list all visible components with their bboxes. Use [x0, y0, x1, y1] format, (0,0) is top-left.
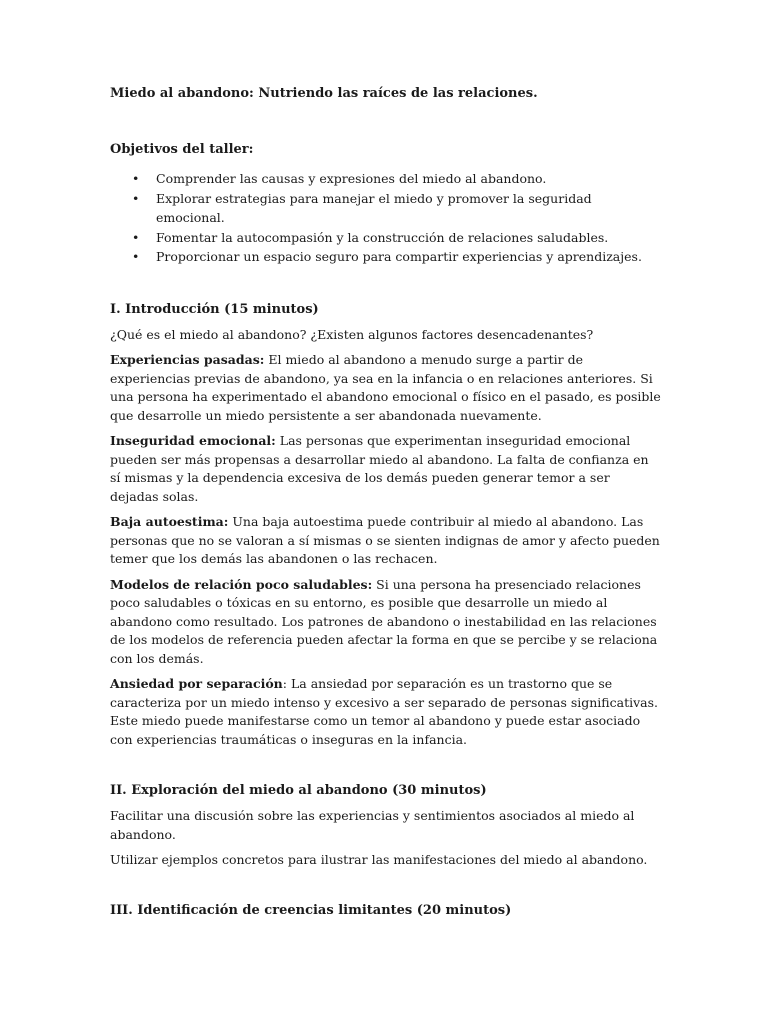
section-heading-exploracion: II. Exploración del miedo al abandono (30 minutos)	[110, 783, 487, 798]
objective-text: Explorar estrategias para manejar el miedo y promover la seguridad emocional.	[156, 190, 592, 225]
bullet-icon: •	[132, 171, 140, 186]
factor-paragraph	[110, 576, 662, 669]
factor-paragraph	[110, 432, 662, 506]
list-item	[110, 189, 662, 228]
objective-text: Comprender las causas y expresiones del miedo al abandono.	[156, 171, 547, 186]
section-heading-introduccion: I. Introducción (15 minutos)	[110, 301, 319, 317]
list-item	[110, 169, 662, 189]
factor-text: Si una persona ha presenciado relaciones poco saludables o tóxicas en su entorno, es posible que desarrolle un miedo al abandono como resultado. Los patrones de abandono o inestabilidad en las relaciones de los modelos de referencia pueden afectar la forma en que se percibe y se relaciona con los demás.	[110, 576, 658, 666]
document-page	[110, 84, 662, 921]
objectives-heading: Objetivos del taller:	[110, 142, 254, 157]
factor-term: Modelos de relación poco saludables:	[110, 576, 373, 592]
factor-text: : La ansiedad por separación es un trastorno que se caracteriza por un miedo intenso y excesivo a ser separado de personas significativas. Este miedo puede manifestarse como un temor al abandono y puede estar asociado con experiencias traumáticas o inseguras en la infancia.	[110, 676, 659, 747]
objectives-list	[110, 169, 662, 267]
factor-term: Inseguridad emocional:	[110, 433, 276, 448]
factor-text: Las personas que experimentan inseguridad emocional pueden ser más propensas a desarrollar miedo al abandono. La falta de confianza en sí mismas y la dependencia excesiva de los demás pueden generar temor a ser dejadas solas.	[110, 433, 649, 504]
section-paragraph: Facilitar una discusión sobre las experiencias y sentimientos asociados al miedo al abandono.	[110, 808, 635, 842]
factor-text: Una baja autoestima puede contribuir al miedo al abandono. Las personas que no se valoran a sí mismas o se sienten indignas de amor y afecto pueden temer que los demás las abandonen o las rechacen.	[110, 514, 660, 566]
section-heading-creencias: III. Identificación de creencias limitantes (20 minutos)	[110, 902, 512, 918]
section-paragraph: Utilizar ejemplos concretos para ilustrar las manifestaciones del miedo al abandono.	[110, 852, 648, 867]
factor-term: Ansiedad por separación	[110, 676, 283, 691]
bullet-icon: •	[132, 229, 140, 245]
objective-text: Proporcionar un espacio seguro para compartir experiencias y aprendizajes.	[156, 249, 642, 264]
factor-term: Baja autoestima:	[110, 514, 229, 529]
factor-paragraph	[110, 351, 662, 425]
list-item	[110, 228, 662, 248]
bullet-icon: •	[132, 249, 140, 264]
bullet-icon: •	[132, 190, 140, 206]
document-title: Miedo al abandono: Nutriendo las raíces de las relaciones.	[110, 86, 538, 101]
list-item	[110, 247, 662, 267]
factor-paragraph	[110, 513, 662, 569]
factor-paragraph	[110, 675, 662, 749]
factor-term: Experiencias pasadas:	[110, 352, 265, 367]
objective-text: Fomentar la autocompasión y la construcción de relaciones saludables.	[156, 229, 609, 245]
factor-text: El miedo al abandono a menudo surge a partir de experiencias previas de abandono, ya sea en la infancia o en relaciones anteriores. Si una persona ha experimentado el abandono emocional o físico en el pasado, es posible que desarrolle un miedo persistente a ser abandonada nuevamente.	[110, 352, 661, 423]
intro-question: ¿Qué es el miedo al abandono? ¿Existen algunos factores desencadenantes?	[110, 326, 594, 342]
